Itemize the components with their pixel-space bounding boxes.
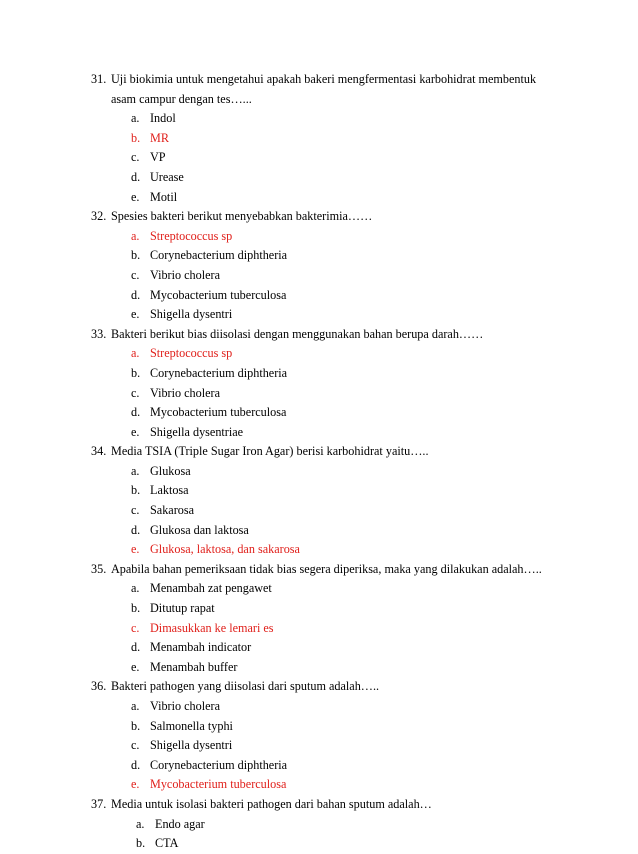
option-text: Menambah zat pengawet bbox=[150, 581, 272, 596]
answer-option bbox=[0, 423, 638, 443]
question-text: Apabila bahan pemeriksaan tidak bias segera diperiksa, maka yang dilakukan adalah….. bbox=[111, 561, 542, 576]
option-letter: b. bbox=[131, 718, 141, 733]
question-text: Media TSIA (Triple Sugar Iron Agar) berisi karbohidrat yaitu….. bbox=[111, 444, 429, 459]
option-text: Urease bbox=[150, 169, 184, 184]
answer-option bbox=[0, 364, 638, 384]
option-letter: d. bbox=[131, 405, 141, 420]
answer-option bbox=[0, 109, 638, 129]
option-letter: d. bbox=[131, 287, 141, 302]
answer-option bbox=[0, 834, 638, 854]
option-text: MR bbox=[150, 130, 169, 145]
option-letter: c. bbox=[131, 385, 140, 400]
option-letter: c. bbox=[131, 267, 140, 282]
question-text: Uji biokimia untuk mengetahui apakah bakeri mengfermentasi karbohidrat membentuk bbox=[111, 72, 537, 86]
option-letter: c. bbox=[131, 150, 140, 165]
question-34 bbox=[0, 442, 638, 560]
question-text: Media untuk isolasi bakteri pathogen dari bahan sputum adalah… bbox=[111, 796, 432, 811]
question-list bbox=[0, 70, 638, 854]
answer-option bbox=[0, 286, 638, 306]
option-letter: c. bbox=[131, 620, 140, 635]
option-text: Corynebacterium diphtheria bbox=[150, 757, 288, 772]
option-letter: d. bbox=[131, 522, 141, 537]
option-text: Mycobacterium tuberculosa bbox=[150, 287, 287, 302]
answer-option-correct bbox=[0, 619, 638, 639]
option-letter: c. bbox=[131, 503, 140, 518]
option-letter: e. bbox=[131, 307, 140, 322]
option-letter: b. bbox=[131, 365, 141, 380]
option-text: Endo agar bbox=[155, 816, 205, 831]
question-text: asam campur dengan tes…... bbox=[111, 91, 252, 106]
question-text-line bbox=[0, 560, 638, 580]
question-number: 37. bbox=[91, 796, 107, 811]
option-letter: d. bbox=[131, 757, 141, 772]
answer-option bbox=[0, 305, 638, 325]
question-text-line bbox=[0, 207, 638, 227]
option-text: Motil bbox=[150, 189, 178, 204]
answer-option bbox=[0, 521, 638, 541]
option-letter: e. bbox=[131, 542, 140, 557]
answer-option bbox=[0, 481, 638, 501]
option-text: Vibrio cholera bbox=[150, 385, 220, 400]
option-text: VP bbox=[150, 150, 166, 165]
option-letter: d. bbox=[131, 169, 141, 184]
answer-option bbox=[0, 246, 638, 266]
answer-option bbox=[0, 579, 638, 599]
answer-option bbox=[0, 403, 638, 423]
question-text-line bbox=[0, 90, 638, 110]
option-text: Shigella dysentri bbox=[150, 307, 233, 322]
question-32 bbox=[0, 207, 638, 325]
question-text: Bakteri berikut bias diisolasi dengan menggunakan bahan berupa darah…… bbox=[111, 326, 484, 341]
answer-option bbox=[0, 599, 638, 619]
option-text: Vibrio cholera bbox=[150, 267, 220, 282]
option-letter: b. bbox=[131, 130, 141, 145]
answer-option bbox=[0, 658, 638, 678]
question-text-line bbox=[0, 70, 638, 90]
answer-option bbox=[0, 462, 638, 482]
answer-option bbox=[0, 756, 638, 776]
question-number: 35. bbox=[91, 561, 107, 576]
question-number: 33. bbox=[91, 326, 107, 341]
option-letter: a. bbox=[136, 816, 145, 831]
answer-option bbox=[0, 815, 638, 835]
option-text: Indol bbox=[150, 111, 176, 126]
answer-option bbox=[0, 736, 638, 756]
option-text: Laktosa bbox=[150, 483, 189, 498]
question-35 bbox=[0, 560, 638, 678]
answer-option-correct bbox=[0, 129, 638, 149]
question-text: Spesies bakteri berikut menyebabkan bakterimia…… bbox=[111, 209, 373, 224]
answer-option bbox=[0, 168, 638, 188]
option-letter: a. bbox=[131, 228, 140, 243]
answer-option bbox=[0, 638, 638, 658]
option-letter: d. bbox=[131, 640, 141, 655]
option-text: Streptococcus sp bbox=[150, 228, 233, 243]
question-text-line bbox=[0, 442, 638, 462]
option-letter: c. bbox=[131, 738, 140, 753]
question-number: 34. bbox=[91, 444, 107, 459]
option-letter: a. bbox=[131, 581, 140, 596]
question-number: 36. bbox=[91, 679, 107, 694]
option-text: Ditutup rapat bbox=[150, 601, 215, 616]
option-text: Corynebacterium diphtheria bbox=[150, 365, 288, 380]
answer-option bbox=[0, 148, 638, 168]
option-text: Glukosa, laktosa, dan sakarosa bbox=[150, 542, 300, 557]
option-text: Glukosa bbox=[150, 463, 191, 478]
answer-option bbox=[0, 188, 638, 208]
option-letter: e. bbox=[131, 659, 140, 674]
option-letter: b. bbox=[131, 483, 141, 498]
option-letter: e. bbox=[131, 424, 140, 439]
answer-option bbox=[0, 697, 638, 717]
answer-option bbox=[0, 717, 638, 737]
answer-option-correct bbox=[0, 775, 638, 795]
option-text: Menambah indicator bbox=[150, 640, 252, 655]
option-text: Salmonella typhi bbox=[150, 718, 233, 733]
question-33 bbox=[0, 325, 638, 443]
option-letter: b. bbox=[131, 601, 141, 616]
option-text: Sakarosa bbox=[150, 503, 194, 518]
question-text: Bakteri pathogen yang diisolasi dari sputum adalah….. bbox=[111, 679, 380, 694]
answer-option-correct bbox=[0, 227, 638, 247]
option-letter: e. bbox=[131, 777, 140, 792]
question-text-line bbox=[0, 677, 638, 697]
option-letter: e. bbox=[131, 189, 140, 204]
answer-option-correct bbox=[0, 540, 638, 560]
option-text: CTA bbox=[155, 836, 179, 851]
option-text: Corynebacterium diphtheria bbox=[150, 248, 288, 263]
answer-option bbox=[0, 384, 638, 404]
option-text: Mycobacterium tuberculosa bbox=[150, 777, 287, 792]
option-letter: b. bbox=[136, 836, 146, 851]
question-number: 32. bbox=[91, 209, 107, 224]
answer-option bbox=[0, 266, 638, 286]
option-text: Vibrio cholera bbox=[150, 699, 220, 713]
option-text: Mycobacterium tuberculosa bbox=[150, 405, 287, 420]
answer-option bbox=[0, 501, 638, 521]
option-text: Shigella dysentri bbox=[150, 738, 233, 753]
option-text: Dimasukkan ke lemari es bbox=[150, 620, 274, 635]
option-letter: b. bbox=[131, 248, 141, 263]
answer-option-correct bbox=[0, 344, 638, 364]
option-letter: a. bbox=[131, 463, 140, 478]
question-text-line bbox=[0, 795, 638, 815]
question-36 bbox=[0, 677, 638, 795]
question-text-line bbox=[0, 325, 638, 345]
option-text: Shigella dysentriae bbox=[150, 424, 244, 439]
question-number: 31. bbox=[91, 72, 107, 86]
question-37 bbox=[0, 795, 638, 854]
option-letter: a. bbox=[131, 346, 140, 361]
question-31 bbox=[0, 70, 638, 207]
option-text: Menambah buffer bbox=[150, 659, 238, 674]
option-text: Glukosa dan laktosa bbox=[150, 522, 249, 537]
option-letter: a. bbox=[131, 111, 140, 126]
option-letter: a. bbox=[131, 699, 140, 713]
option-text: Streptococcus sp bbox=[150, 346, 233, 361]
